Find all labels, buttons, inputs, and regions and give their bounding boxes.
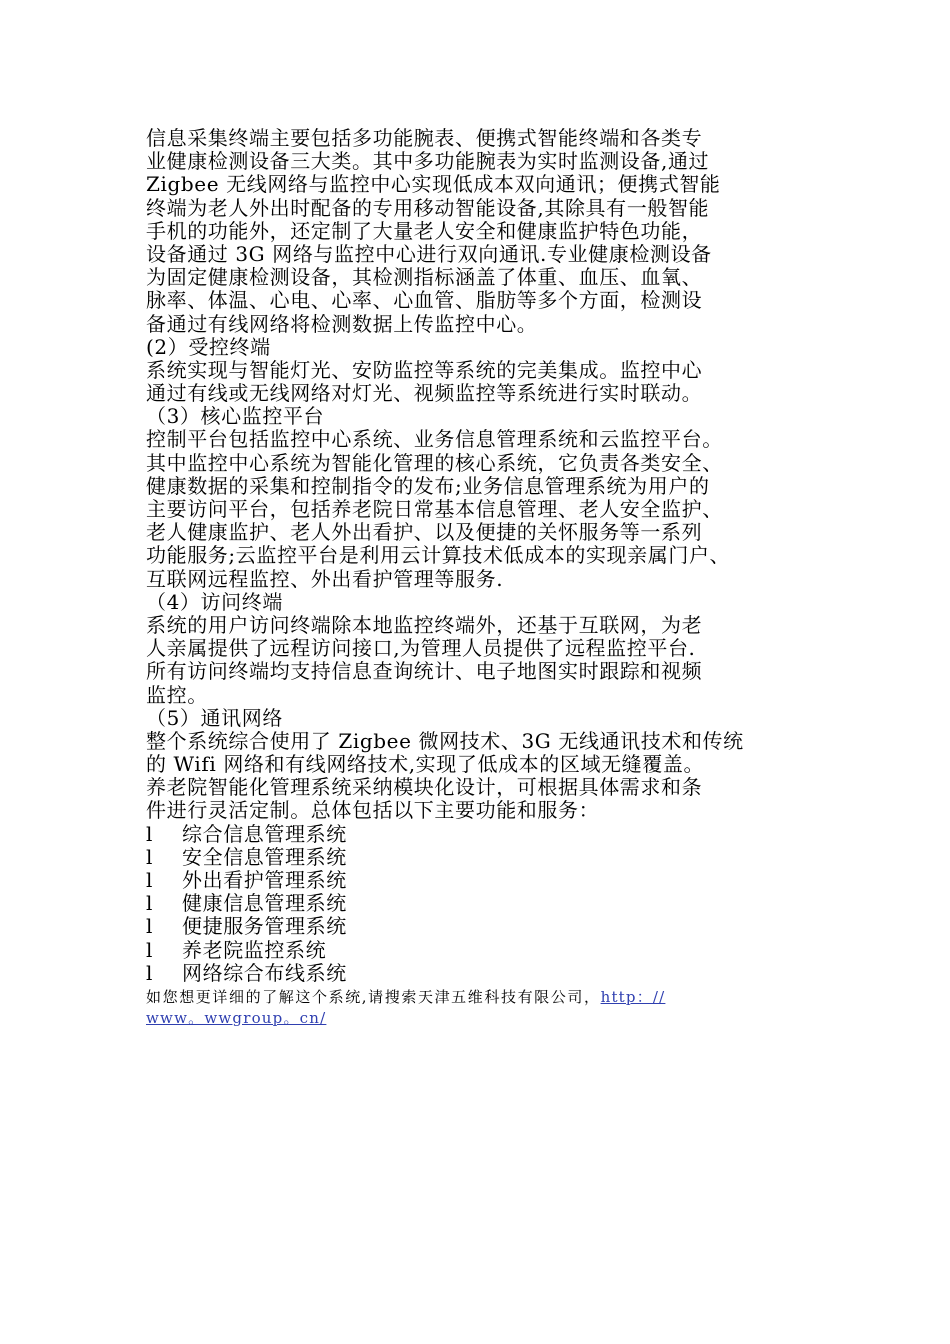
text-line: 老人健康监护、老人外出看护、以及便捷的关怀服务等一系列	[146, 520, 703, 545]
bullet-marker: l	[146, 937, 153, 962]
list-item	[146, 915, 836, 938]
text-line: 的 Wifi 网络和有线网络技术,实现了低成本的区域无缝覆盖。	[146, 752, 705, 777]
section-heading: （4）访问终端	[146, 589, 283, 614]
text-line: 脉率、体温、心电、心率、心血管、脂肪等多个方面，检测设	[146, 288, 703, 313]
bullet-marker: l	[146, 960, 153, 985]
text-line: 通过有线或无线网络对灯光、视频监控等系统进行实时联动。	[146, 381, 703, 406]
text-line: 人亲属提供了远程访问接口,为管理人员提供了远程监控平台.	[146, 636, 696, 661]
list-item	[146, 962, 836, 985]
footer-line	[146, 1008, 836, 1029]
bullet-marker: l	[146, 914, 153, 939]
text-line: 所有访问终端均支持信息查询统计、电子地图实时跟踪和视频	[146, 659, 703, 684]
text-line: 信息采集终端主要包括多功能腕表、便携式智能终端和各类专	[146, 126, 703, 150]
text-line: Zigbee 无线网络与监控中心实现低成本双向通讯；便携式智能	[146, 172, 721, 197]
list-item	[146, 939, 836, 962]
text-line: 备通过有线网络将检测数据上传监控中心。	[146, 311, 538, 336]
text-line: 设备通过 3G 网络与监控中心进行双向通讯.专业健康检测设备	[146, 241, 712, 266]
text-line: 终端为老人外出时配备的专用移动智能设备,其除具有一般智能	[146, 195, 710, 220]
text-line: 为固定健康检测设备，其检测指标涵盖了体重、血压、血氧、	[146, 265, 703, 290]
website-link[interactable]: http：//	[600, 987, 666, 1006]
feature-list	[146, 823, 836, 985]
list-item-label: 健康信息管理系统	[182, 891, 347, 916]
paragraph-block	[146, 127, 836, 823]
list-item-label: 网络综合布线系统	[182, 960, 347, 985]
text-line: 系统的用户访问终端除本地监控终端外，还基于互联网，为老	[146, 612, 703, 637]
list-item	[146, 869, 836, 892]
text-line: 互联网远程监控、外出看护管理等服务.	[146, 566, 504, 591]
footer-text: 如您想更详细的了解这个系统,请搜索天津五维科技有限公司，	[146, 987, 601, 1006]
footer-line	[146, 987, 836, 1008]
list-item-label: 养老院监控系统	[182, 937, 327, 962]
list-item	[146, 846, 836, 869]
text-line: 业健康检测设备三大类。其中多功能腕表为实时监测设备,通过	[146, 149, 710, 174]
bullet-marker: l	[146, 844, 153, 869]
list-item-label: 安全信息管理系统	[182, 844, 347, 869]
section-heading: （3）核心监控平台	[146, 404, 325, 429]
text-line: 控制平台包括监控中心系统、业务信息管理系统和云监控平台。	[146, 427, 723, 452]
bullet-marker: l	[146, 891, 153, 916]
text-line: 养老院智能化管理系统采纳模块化设计，可根据具体需求和条	[146, 775, 703, 800]
list-item	[146, 892, 836, 915]
list-item-label: 综合信息管理系统	[182, 821, 347, 846]
text-line: 整个系统综合使用了 Zigbee 微网技术、3G 无线通讯技术和传统	[146, 728, 744, 753]
text-line: 系统实现与智能灯光、安防监控等系统的完美集成。监控中心	[146, 357, 703, 382]
section-heading: (2）受控终端	[146, 334, 271, 359]
website-link-continued[interactable]: www。wwgroup。cn/	[146, 1008, 327, 1027]
list-item-label: 便捷服务管理系统	[182, 914, 347, 939]
list-item	[146, 823, 836, 846]
bullet-marker: l	[146, 868, 153, 892]
footer-note	[146, 987, 836, 1029]
text-line: 其中监控中心系统为智能化管理的核心系统，它负责各类安全、	[146, 450, 723, 475]
text-line: 主要访问平台，包括养老院日常基本信息管理、老人安全监护、	[146, 497, 723, 521]
list-item-label: 外出看护管理系统	[182, 868, 347, 892]
text-line: 健康数据的采集和控制指令的发布;业务信息管理系统为用户的	[146, 473, 710, 498]
text-line: 手机的功能外，还定制了大量老人安全和健康监护特色功能，	[146, 218, 703, 243]
section-heading: （5）通讯网络	[146, 705, 283, 730]
text-line: 件进行灵活定制。总体包括以下主要功能和服务：	[146, 798, 600, 823]
document-body	[146, 127, 836, 1029]
bullet-marker: l	[146, 821, 153, 846]
text-line: 监控。	[146, 682, 208, 707]
text-line: 功能服务;云监控平台是利用云计算技术低成本的实现亲属门户、	[146, 543, 731, 568]
